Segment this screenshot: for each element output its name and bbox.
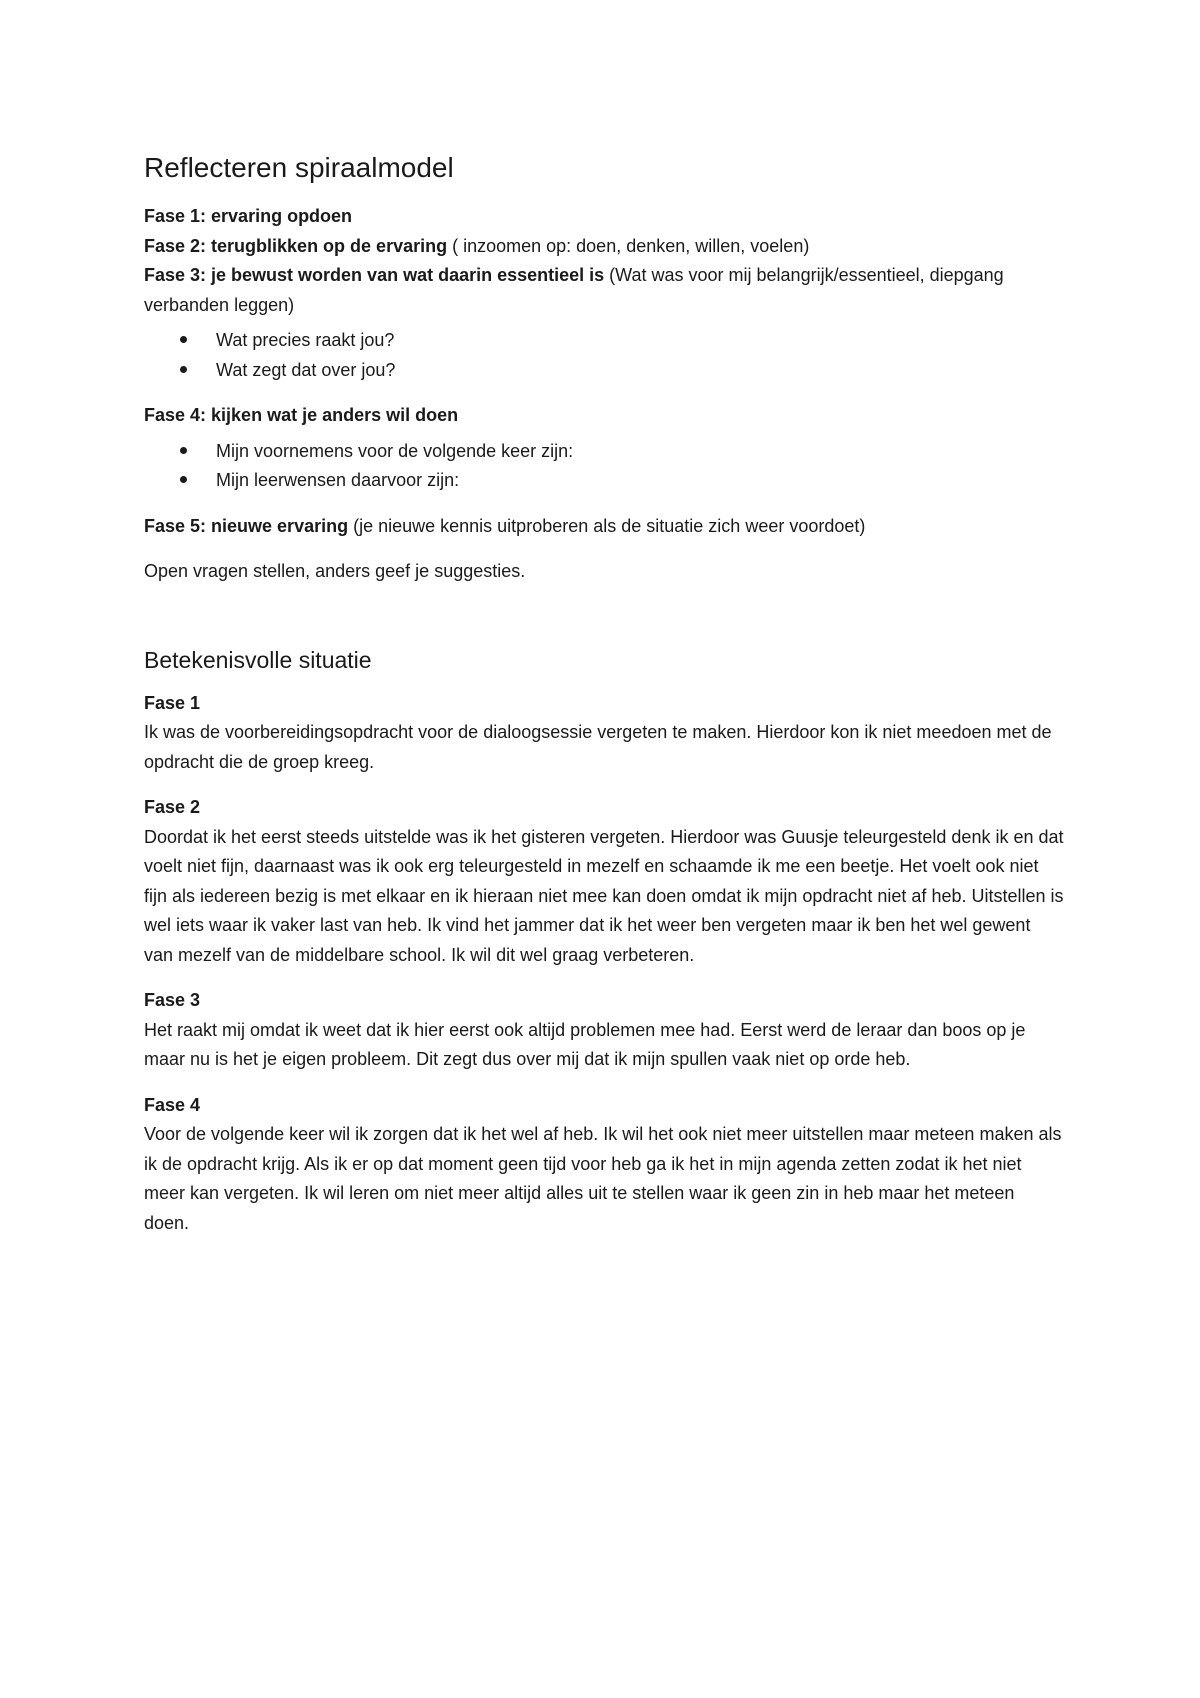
fase3-bullet-list	[144, 326, 1064, 385]
phase-label-1: Fase 1: ervaring opdoen	[144, 206, 353, 226]
situation-text: Het raakt mij omdat ik weet dat ik hier eerst ook altijd problemen mee had. Eerst werd de leraar dan boos op je maar nu is het je eigen probleem. Dit zegt dus over mij dat ik mijn spullen vaak niet op orde heb.	[144, 1019, 1026, 1069]
phase-label-5: Fase 5: nieuwe ervaring	[144, 515, 349, 536]
bullet-icon	[180, 447, 187, 454]
list-item	[180, 466, 1064, 496]
phase-line-5	[144, 512, 1064, 542]
situation-text: Ik was de voorbereidingsopdracht voor de dialoogsessie vergeten te maken. Hierdoor kon ik niet meedoen met de opdracht die de groep kreeg.	[144, 722, 1052, 772]
situation-fase-2	[144, 793, 1064, 970]
list-item-text: Mijn leerwensen daarvoor zijn:	[216, 470, 460, 490]
bullet-icon	[180, 476, 187, 483]
situation-label: Fase 1	[144, 692, 201, 713]
situation-label: Fase 2	[144, 797, 201, 817]
phase-label-2: Fase 2: terugblikken op de ervaring	[144, 235, 448, 256]
situation-label: Fase 4	[144, 1094, 201, 1115]
phase-rest-3: (Wat was voor mij belangrijk/essentieel, diepgang verbanden leggen)	[144, 265, 1004, 315]
list-item	[180, 326, 1064, 356]
open-questions-note: Open vragen stellen, anders geef je suggesties.	[144, 561, 526, 581]
phase-line-1	[144, 202, 1064, 232]
bullet-icon	[180, 366, 187, 373]
situation-text: Voor de volgende keer wil ik zorgen dat ik het wel af heb. Ik wil het ook niet meer uitstellen maar meteen maken als ik de opdracht krijg. Als ik er op dat moment geen tijd voor heb ga ik het in mijn agenda zetten zodat ik het niet meer kan vergeten. Ik wil leren om niet meer altijd alles uit te stellen waar ik geen zin in heb maar het meteen doen.	[144, 1124, 1062, 1233]
list-item	[180, 356, 1064, 386]
phase-rest-2: ( inzoomen op: doen, denken, willen, voelen)	[447, 235, 810, 256]
situation-fase-1	[144, 689, 1064, 778]
bullet-icon	[180, 336, 187, 343]
list-item-text: Wat zegt dat over jou?	[216, 359, 396, 380]
list-item	[180, 437, 1064, 467]
list-item-text: Mijn voornemens voor de volgende keer zijn:	[216, 440, 574, 461]
section-title: Betekenisvolle situatie	[144, 646, 372, 673]
document-body	[144, 150, 1064, 1254]
phase-label-4: Fase 4: kijken wat je anders wil doen	[144, 405, 459, 425]
phase-rest-5: (je nieuwe kennis uitproberen als de situatie zich weer voordoet)	[348, 515, 866, 536]
situation-fase-3	[144, 986, 1064, 1075]
document-title: Reflecteren spiraalmodel	[144, 152, 454, 183]
phase-line-2	[144, 232, 1064, 262]
fase4-bullet-list	[144, 437, 1064, 496]
phase-label-3: Fase 3: je bewust worden van wat daarin essentieel is	[144, 265, 605, 285]
section-spacer	[144, 603, 1064, 645]
situation-text: Doordat ik het eerst steeds uitstelde was ik het gisteren vergeten. Hierdoor was Guusje teleurgesteld denk ik en dat voelt niet fijn, daarnaast was ik ook erg teleurgesteld in mezelf en schaamde ik me een beetje. Het voelt ook niet fijn als iedereen bezig is met elkaar en ik hieraan niet mee kan doen omdat ik mijn opdracht niet af heb. Uitstellen is wel iets waar ik vaker last van heb. Ik vind het jammer dat ik het weer ben vergeten maar ik ben het wel gewent van mezelf van de middelbare school. Ik wil dit wel graag verbeteren.	[144, 826, 1064, 965]
phase-line-3	[144, 261, 1064, 320]
list-item-text: Wat precies raakt jou?	[216, 330, 395, 350]
situation-label: Fase 3	[144, 990, 201, 1010]
situation-fase-4	[144, 1091, 1064, 1239]
phase-line-4	[144, 401, 1064, 431]
